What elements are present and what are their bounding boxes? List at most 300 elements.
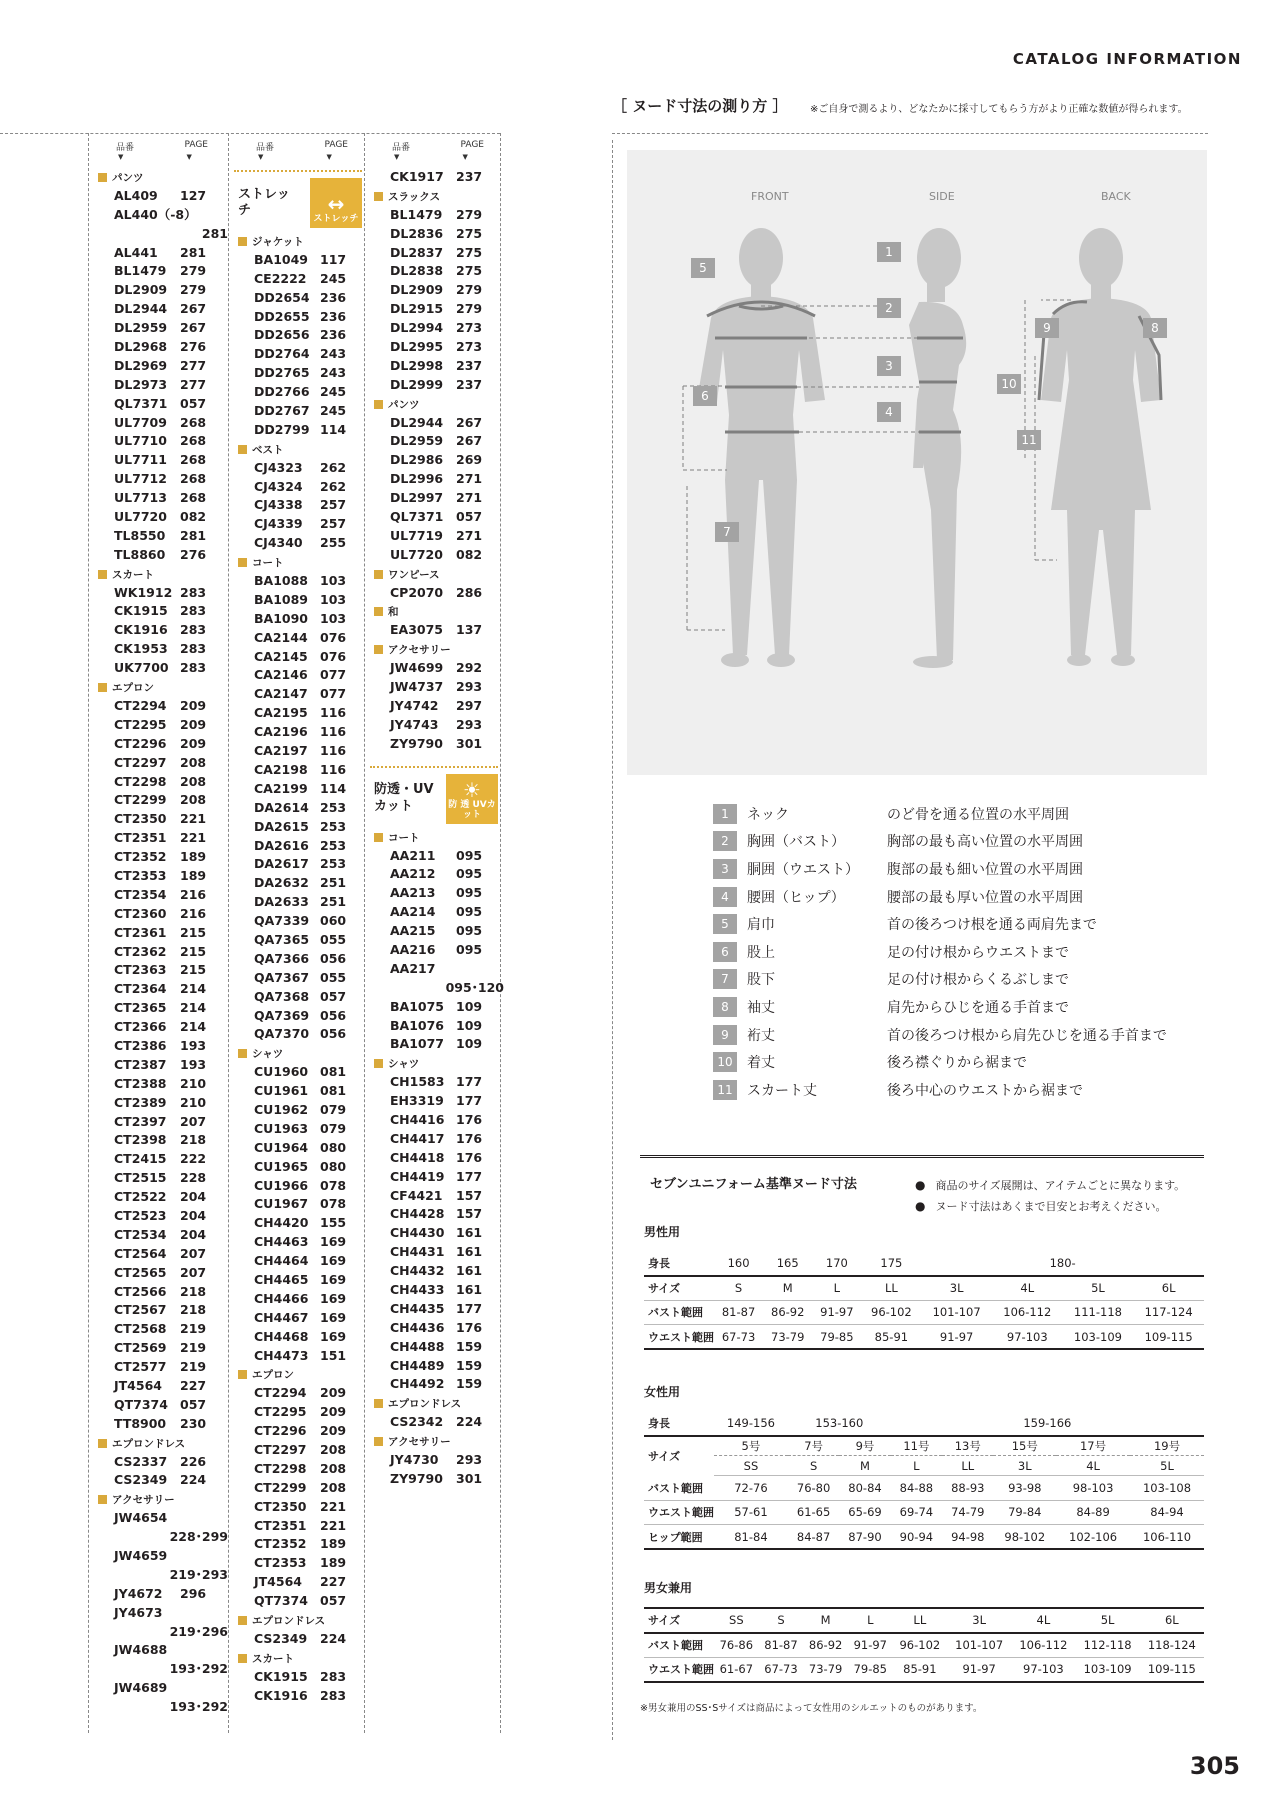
- item-page: [180, 1509, 220, 1528]
- item-code: DL2998: [390, 357, 444, 373]
- index-row: [88, 300, 228, 319]
- index-row: [88, 470, 228, 489]
- index-row: [228, 1554, 368, 1573]
- table-cell: 76-80: [788, 1476, 839, 1501]
- table-cell: 88-93: [942, 1476, 993, 1501]
- item-code: QT7374: [114, 1396, 168, 1412]
- item-page: 095: [456, 904, 483, 920]
- index-row: [88, 1679, 228, 1698]
- table-cell: 111-118: [1063, 1300, 1134, 1325]
- item-code: DL2995: [390, 339, 444, 355]
- item-code: DA2632: [254, 875, 309, 891]
- table-cell: 87-90: [839, 1525, 890, 1550]
- index-row: [364, 678, 504, 697]
- item-code: CT2366: [114, 1019, 167, 1035]
- index-row: [228, 1252, 368, 1271]
- index-row: [364, 847, 504, 866]
- item-code: CH4489: [390, 1357, 445, 1373]
- item-code: CT2386: [114, 1037, 167, 1053]
- item-page: 276: [180, 339, 207, 355]
- item-page: 116: [320, 743, 347, 759]
- item-code: CT2569: [114, 1340, 167, 1356]
- item-code: [114, 1623, 132, 1642]
- item-code: CJ4339: [254, 516, 303, 532]
- item-code: JW4654: [114, 1510, 168, 1526]
- item-page: 055: [320, 931, 347, 947]
- item-code: DD2656: [254, 327, 310, 343]
- item-code: CA2146: [254, 667, 308, 683]
- index-row: [364, 697, 504, 716]
- index-row: [88, 1245, 228, 1264]
- measure-name: 胴囲（ウエスト）: [747, 861, 859, 878]
- index-row: [228, 1290, 368, 1309]
- table-cell: 97-103: [1011, 1657, 1075, 1682]
- item-page: 277: [180, 357, 207, 373]
- category-label: シャツ: [228, 1044, 368, 1063]
- item-page: 177: [456, 1093, 483, 1109]
- size-notes: [915, 1175, 1185, 1217]
- index-row: [88, 432, 228, 451]
- height-row: [644, 1251, 1204, 1276]
- item-page: 137: [456, 622, 483, 638]
- measure-number: 9: [713, 1025, 737, 1045]
- body-silhouettes: [697, 228, 1161, 668]
- table-cell: 175: [861, 1251, 921, 1276]
- item-page: 276: [180, 546, 207, 562]
- item-code: CT2294: [114, 697, 167, 713]
- table-cell: 84-88: [891, 1476, 942, 1501]
- index-row: [364, 1092, 504, 1111]
- measure-left-divider: [612, 140, 613, 1740]
- item-page: 208: [180, 792, 207, 808]
- item-code: CT2350: [254, 1498, 307, 1514]
- table-cell: 84-89: [1056, 1500, 1130, 1525]
- table-cell: 65-69: [839, 1500, 890, 1525]
- item-page: 169: [320, 1328, 347, 1344]
- item-code: CT2522: [114, 1189, 167, 1205]
- index-row: [364, 281, 504, 300]
- table-cell: 5L: [1075, 1608, 1139, 1633]
- measure-description: のど骨を通る位置の水平周囲: [887, 806, 1069, 823]
- item-page: 281: [201, 225, 228, 241]
- item-code: QL7371: [114, 395, 168, 411]
- index-row: [228, 969, 368, 988]
- item-page: 267: [180, 301, 207, 317]
- index-column-header: [88, 140, 228, 168]
- index-row: [228, 326, 368, 345]
- item-page: 116: [320, 705, 347, 721]
- item-code: CT2351: [254, 1517, 307, 1533]
- table-cell: 85-91: [893, 1657, 947, 1682]
- category-label: アクセサリー: [364, 640, 504, 659]
- index-row: [88, 1509, 228, 1528]
- index-top-divider: [0, 133, 500, 134]
- item-page: 169: [320, 1253, 347, 1269]
- index-row: [88, 999, 228, 1018]
- item-code: CH1583: [390, 1074, 445, 1090]
- category-label: コート: [228, 553, 368, 572]
- measure-item: [713, 1048, 1167, 1076]
- item-code: JY4743: [390, 716, 439, 732]
- item-page: 228: [180, 1170, 207, 1186]
- item-code: BA1089: [254, 591, 308, 607]
- item-code: DL2836: [390, 225, 444, 241]
- item-code: CH4418: [390, 1149, 445, 1165]
- size-go-row: [644, 1436, 1204, 1456]
- item-code: JY4673: [114, 1604, 163, 1620]
- item-code: QL7371: [390, 509, 444, 525]
- page-number: 305: [1189, 1752, 1240, 1780]
- item-code: DL2968: [114, 339, 168, 355]
- item-code: CT2515: [114, 1170, 167, 1186]
- item-page: 060: [320, 913, 347, 929]
- index-column-header: [364, 140, 504, 168]
- item-code: CT2299: [114, 792, 167, 808]
- item-code: CT2534: [114, 1226, 167, 1242]
- item-page: 286: [456, 584, 483, 600]
- index-row: [228, 1158, 368, 1177]
- item-code: CH4433: [390, 1281, 445, 1297]
- measure-top-divider: [612, 133, 1208, 134]
- item-code: UK7700: [114, 660, 169, 676]
- index-row: [88, 791, 228, 810]
- figure-marker: 5: [691, 258, 715, 278]
- item-code: CT2565: [114, 1264, 167, 1280]
- item-code: CT2351: [114, 830, 167, 846]
- measure-item: [713, 828, 1167, 856]
- page-header: PAGE ▼: [460, 140, 484, 168]
- index-column-3: [364, 140, 504, 1489]
- table-cell: 61-65: [788, 1500, 839, 1525]
- item-page: 161: [456, 1263, 483, 1279]
- table-cell: S: [714, 1276, 763, 1301]
- item-code: JT4564: [254, 1574, 302, 1590]
- size-row: [644, 1276, 1204, 1301]
- item-page: 076: [320, 648, 347, 664]
- item-page: 095: [456, 866, 483, 882]
- index-row: [88, 1415, 228, 1434]
- index-row: [228, 780, 368, 799]
- item-code: CH4417: [390, 1130, 445, 1146]
- index-row: [228, 1668, 368, 1687]
- item-page: [180, 1641, 220, 1660]
- item-page: 077: [320, 667, 347, 683]
- index-row: [228, 912, 368, 931]
- index-row: [88, 451, 228, 470]
- index-row: [364, 1243, 504, 1262]
- index-row: [228, 1328, 368, 1347]
- index-row: [364, 716, 504, 735]
- item-code: DL2973: [114, 376, 168, 392]
- table-cell: 80-84: [839, 1476, 890, 1501]
- item-page: 209: [180, 716, 207, 732]
- item-page: 193: [180, 1037, 207, 1053]
- feature-label: ストレッチ: [238, 186, 290, 218]
- index-row: [228, 478, 368, 497]
- item-code: CU1966: [254, 1177, 309, 1193]
- item-page: 228･299: [169, 1529, 228, 1545]
- item-code: JW4699: [390, 660, 444, 676]
- table-cell: SS: [714, 1608, 759, 1633]
- item-code: CT2297: [114, 754, 167, 770]
- category-label: シャツ: [364, 1054, 504, 1073]
- item-page: 221: [180, 811, 207, 827]
- item-page: 301: [456, 735, 483, 751]
- index-row: [88, 640, 228, 659]
- table-cell: 86-92: [803, 1633, 848, 1658]
- table-cell: LL: [861, 1276, 921, 1301]
- item-code: JY4742: [390, 697, 439, 713]
- item-code: EA3075: [390, 622, 444, 638]
- item-page: 114: [320, 421, 347, 437]
- index-row: [88, 924, 228, 943]
- item-page: 236: [320, 327, 347, 343]
- item-page: 219: [180, 1340, 207, 1356]
- table-cell: 90-94: [891, 1525, 942, 1550]
- view-label-back: BACK: [1101, 190, 1131, 203]
- item-code: QA7369: [254, 1007, 310, 1023]
- size-top-rule: [640, 1155, 1204, 1158]
- item-page: 127: [180, 187, 207, 203]
- table-cell: 72-76: [714, 1476, 788, 1501]
- item-code: CA2198: [254, 761, 308, 777]
- index-row: [364, 735, 504, 754]
- item-code: AL409: [114, 187, 158, 203]
- item-page: 161: [456, 1244, 483, 1260]
- index-row: [364, 338, 504, 357]
- index-column-2: [228, 140, 368, 1705]
- index-row: [228, 289, 368, 308]
- item-code: DL2959: [390, 433, 444, 449]
- item-code: UL7710: [114, 433, 167, 449]
- item-page: 095: [456, 885, 483, 901]
- index-row: [364, 1017, 504, 1036]
- measure-item: [713, 800, 1167, 828]
- index-row: [364, 527, 504, 546]
- index-row: [364, 903, 504, 922]
- table-cell: L: [812, 1276, 861, 1301]
- index-row: [88, 414, 228, 433]
- index-row: [364, 489, 504, 508]
- index-row: [88, 829, 228, 848]
- item-code: CA2145: [254, 648, 308, 664]
- item-page: 057: [180, 395, 207, 411]
- item-page: 255: [320, 535, 347, 551]
- table-cell: 79-85: [812, 1325, 861, 1350]
- item-page: 161: [456, 1281, 483, 1297]
- size-letter-row: [644, 1456, 1204, 1476]
- figure-marker: 1: [877, 242, 901, 262]
- index-row: [228, 364, 368, 383]
- category-label: エプロン: [88, 678, 228, 697]
- item-page: 277: [180, 376, 207, 392]
- index-row: [88, 395, 228, 414]
- item-code: CH4488: [390, 1338, 445, 1354]
- item-code: CA2196: [254, 724, 308, 740]
- feature-label: 防透・UVカット: [374, 782, 434, 814]
- index-row: [364, 1035, 504, 1054]
- feature-separator: [370, 766, 498, 768]
- item-code: CT2352: [254, 1536, 307, 1552]
- index-row: [364, 584, 504, 603]
- measure-number: 1: [713, 804, 737, 824]
- index-row: [228, 1271, 368, 1290]
- item-code: [114, 1660, 132, 1679]
- item-code: CT2360: [114, 905, 167, 921]
- index-row: [364, 244, 504, 263]
- item-page: 176: [456, 1319, 483, 1335]
- table-cell: 19号: [1130, 1436, 1204, 1456]
- table-cell: 6L: [1133, 1276, 1204, 1301]
- measure-name: 肩巾: [747, 917, 775, 934]
- item-page: 216: [180, 886, 207, 902]
- index-row: [88, 697, 228, 716]
- item-page: 214: [180, 1000, 207, 1016]
- front-foot: [767, 653, 795, 667]
- item-code: UL7720: [390, 546, 443, 562]
- item-page: 079: [320, 1101, 347, 1117]
- item-code: CT2398: [114, 1132, 167, 1148]
- item-code: CU1964: [254, 1139, 309, 1155]
- table-cell: 73-79: [763, 1325, 812, 1350]
- item-page: 079: [320, 1120, 347, 1136]
- item-code: CT2297: [254, 1442, 307, 1457]
- item-page: 177: [456, 1300, 483, 1316]
- index-row: [88, 584, 228, 603]
- item-page: [180, 1679, 220, 1698]
- view-label-front: FRONT: [751, 190, 789, 203]
- item-code: CU1962: [254, 1101, 309, 1117]
- table-cell: 15号: [993, 1436, 1056, 1456]
- measure-description: 後ろ中心のウエストから裾まで: [887, 1082, 1083, 1099]
- table-cell: 73-79: [803, 1657, 848, 1682]
- item-page: 214: [180, 981, 207, 997]
- item-page: 078: [320, 1196, 347, 1212]
- index-row: [88, 1396, 228, 1415]
- table-cell: 4L: [992, 1276, 1063, 1301]
- item-code: DA2615: [254, 818, 309, 834]
- item-code: DL2994: [390, 320, 444, 336]
- item-page: 189: [180, 867, 207, 883]
- table-cell: バスト範囲: [644, 1633, 714, 1658]
- index-row: [88, 338, 228, 357]
- table-cell: 106-110: [1130, 1525, 1204, 1550]
- table-cell: 117-124: [1133, 1300, 1204, 1325]
- item-page: 103: [320, 573, 347, 589]
- item-page: 208: [320, 1460, 347, 1476]
- item-page: 193･292: [169, 1699, 228, 1715]
- item-code: DL2915: [390, 301, 444, 317]
- item-code: CA2144: [254, 629, 308, 645]
- item-code: DL2944: [114, 301, 168, 317]
- item-code: CT2397: [114, 1113, 167, 1129]
- item-code: CH4463: [254, 1234, 309, 1250]
- category-label: パンツ: [88, 168, 228, 187]
- item-page: 078: [320, 1177, 347, 1193]
- item-code: AA213: [390, 885, 436, 901]
- table-cell: 96-102: [861, 1300, 921, 1325]
- index-row: [88, 735, 228, 754]
- item-code: DL2909: [114, 282, 168, 298]
- index-row: [88, 943, 228, 962]
- table-cell: 103-109: [1063, 1325, 1134, 1350]
- item-page: 269: [456, 452, 483, 468]
- index-row: [228, 1687, 368, 1706]
- feature-badge: [310, 178, 362, 228]
- item-page: 169: [320, 1309, 347, 1325]
- index-row: [364, 1149, 504, 1168]
- item-code: DD2764: [254, 346, 310, 362]
- item-page: 193･292: [169, 1661, 228, 1677]
- index-row: [364, 1300, 504, 1319]
- measure-description: 後ろ襟ぐりから裾まで: [887, 1055, 1027, 1072]
- table-cell: LL: [942, 1456, 993, 1476]
- item-code: CK1917: [390, 169, 444, 184]
- measure-item: [713, 910, 1167, 938]
- item-page: 262: [320, 459, 347, 475]
- table-cell: 106-112: [992, 1300, 1063, 1325]
- index-row: [364, 262, 504, 281]
- item-code: JW4688: [114, 1642, 168, 1658]
- item-page: 169: [320, 1271, 347, 1287]
- category-label: エプロンドレス: [88, 1434, 228, 1453]
- item-page: 253: [320, 799, 347, 815]
- category-label: ジャケット: [228, 232, 368, 251]
- spacer: [364, 754, 504, 764]
- table-cell: 81-87: [714, 1300, 763, 1325]
- item-page: 103: [320, 610, 347, 626]
- item-code: CT2294: [254, 1385, 307, 1401]
- item-page: 257: [320, 497, 347, 513]
- index-row: [228, 685, 368, 704]
- size-row: [644, 1525, 1204, 1550]
- index-column-header: [228, 140, 368, 168]
- item-page: 222: [180, 1151, 207, 1167]
- item-code: JW4737: [390, 679, 444, 695]
- table-cell: 81-84: [714, 1525, 788, 1550]
- item-code: CS2349: [114, 1472, 168, 1488]
- item-page: 193: [180, 1056, 207, 1072]
- back-foot: [1111, 654, 1135, 666]
- measure-item: [713, 855, 1167, 883]
- item-code: QA7365: [254, 931, 310, 947]
- index-row: [364, 508, 504, 527]
- index-row: [228, 1347, 368, 1366]
- item-page: 116: [320, 724, 347, 740]
- index-row: [88, 508, 228, 527]
- index-row: [228, 1592, 368, 1611]
- measure-description: 腰部の最も厚い位置の水平周囲: [887, 889, 1083, 906]
- measure-description: 腹部の最も細い位置の水平周囲: [887, 861, 1083, 878]
- measure-name: 裄丈: [747, 1027, 775, 1044]
- item-code: BA1049: [254, 251, 308, 267]
- measure-item: [713, 1021, 1167, 1049]
- index-row: [228, 1177, 368, 1196]
- index-row: [364, 1205, 504, 1224]
- item-page: 283: [180, 641, 207, 657]
- index-row: [88, 1377, 228, 1396]
- item-code: CT2568: [114, 1321, 167, 1337]
- measure-number: 2: [713, 831, 737, 851]
- item-code: DL2969: [114, 357, 168, 373]
- item-page: 169: [320, 1290, 347, 1306]
- index-row: [228, 1535, 368, 1554]
- item-code: CA2199: [254, 780, 308, 796]
- index-row: [228, 1195, 368, 1214]
- figure-marker: 3: [877, 356, 901, 376]
- table-cell: バスト範囲: [644, 1476, 714, 1501]
- item-page: 081: [320, 1083, 347, 1099]
